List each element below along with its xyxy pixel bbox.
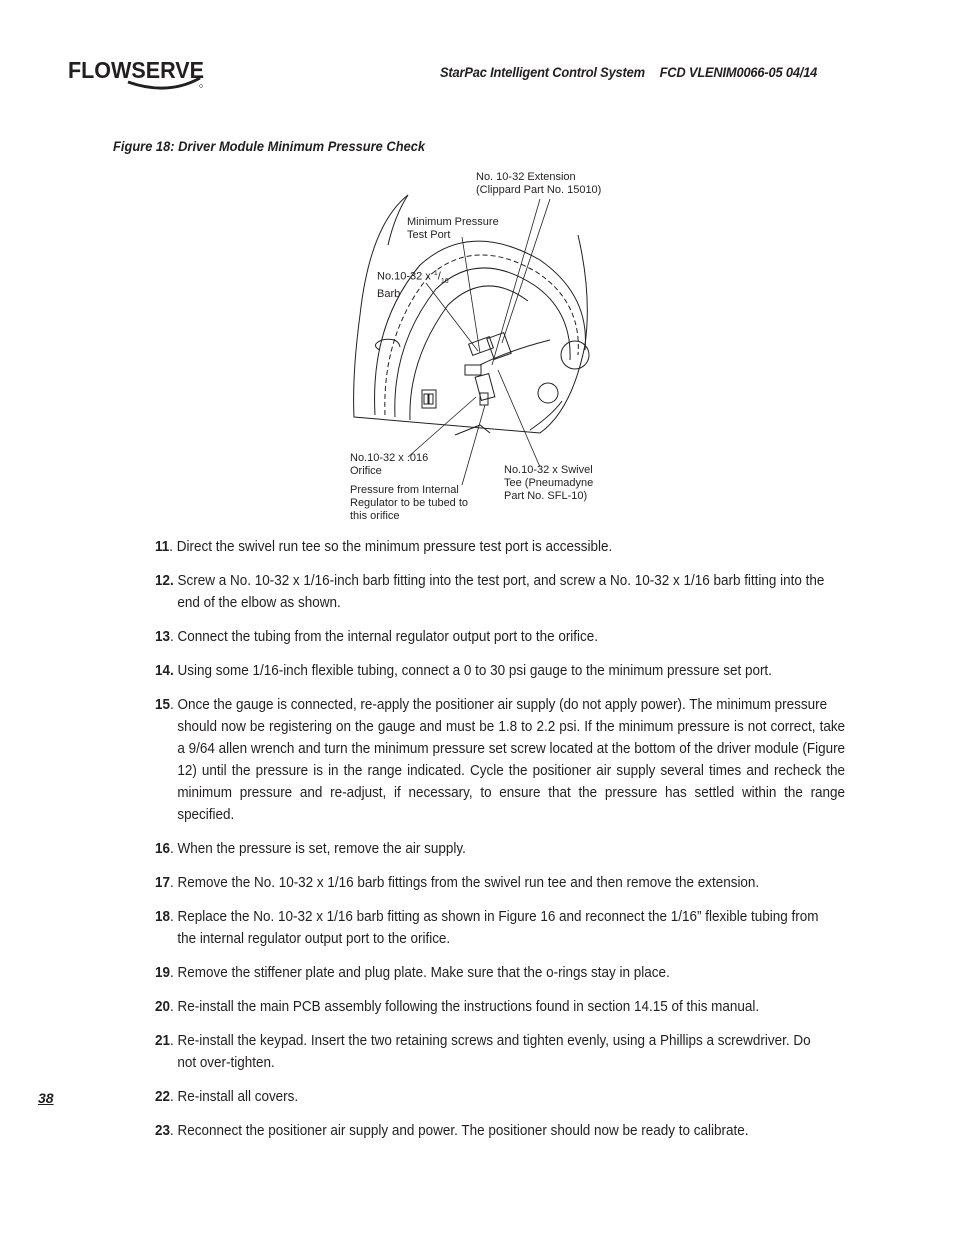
step-number: 18 <box>155 909 171 925</box>
step-number: 20 <box>155 999 171 1015</box>
step-number: 23 <box>155 1123 171 1139</box>
step-text: Re-install all covers. <box>177 1089 299 1105</box>
step-item <box>155 962 845 984</box>
step-text: end of the elbow as shown. <box>177 595 341 611</box>
step-separator: . <box>170 1033 178 1049</box>
label-test-port: Minimum Pressure Test Port <box>407 216 499 241</box>
step-separator: . <box>170 697 178 713</box>
step-number: 11 <box>155 539 170 555</box>
step-text: Screw a No. 10-32 x 1/16-inch barb fitting into the test port, and screw a No. 10-32 x 1/16 barb fitting into the <box>177 573 825 589</box>
step-separator: . <box>170 999 178 1015</box>
step-item <box>155 626 845 648</box>
step-text: Using some 1/16-inch flexible tubing, connect a 0 to 30 psi gauge to the minimum pressure set port. <box>177 663 772 679</box>
step-text: Re-install the main PCB assembly following the instructions found in section 14.15 of this manual. <box>177 999 760 1015</box>
step-number: 16 <box>155 841 171 857</box>
step-item <box>155 1120 845 1142</box>
label-barb: No.10-32 x $^1/_{16}$ Barb <box>377 270 449 300</box>
page-number: 38 <box>38 1090 54 1106</box>
step-separator: . <box>170 629 178 645</box>
figure-caption: Figure 18: Driver Module Minimum Pressure Check <box>113 138 426 154</box>
driver-module-figure <box>340 165 630 530</box>
flowserve-logo <box>68 48 208 96</box>
step-separator: . <box>170 1123 178 1139</box>
step-item <box>155 996 845 1018</box>
step-number: 19 <box>155 965 171 981</box>
step-text: Once the gauge is connected, re-apply the positioner air supply (do not apply power). The minimum pressure <box>177 697 828 713</box>
step-text: Remove the stiffener plate and plug plate. Make sure that the o-rings stay in place. <box>177 965 670 981</box>
label-swivel-tee: No.10-32 x Swivel Tee (Pneumadyne Part No. SFL-10) <box>504 464 594 502</box>
step-item <box>155 1086 845 1108</box>
step-item <box>155 872 845 894</box>
step-number: 13 <box>155 629 171 645</box>
header-doc-code: FCD VLENIM0066-05 04/14 <box>659 64 818 80</box>
step-item <box>155 1030 845 1074</box>
step-number: 21 <box>155 1033 171 1049</box>
step-item <box>155 694 845 826</box>
label-extension: No. 10-32 Extension (Clippard Part No. 15010) <box>476 171 602 196</box>
step-text: When the pressure is set, remove the air supply. <box>177 841 466 857</box>
step-separator: . <box>170 965 178 981</box>
step-separator: . <box>170 875 178 891</box>
header-product: StarPac Intelligent Control System <box>440 64 645 80</box>
step-text: should now be registering on the gauge and must be 1.8 to 2.2 psi. If the minimum pressure is not correct, take a 9/64 allen wrench and turn the minimum pressure set screw located at the bottom of the driver module (Figure 12) until the pressure is in the range indicated. Cycle the positioner air supply several times and recheck the minimum pressure and re-adjust, if necessary, to ensure that the pressure has settled within the range specified. <box>177 719 846 823</box>
step-text: Connect the tubing from the internal regulator output port to the orifice. <box>177 629 599 645</box>
step-text: the internal regulator output port to the orifice. <box>177 931 451 947</box>
step-number: 22 <box>155 1089 171 1105</box>
step-item <box>155 660 845 682</box>
step-item <box>155 570 845 614</box>
step-number: 15 <box>155 697 171 713</box>
step-separator: . <box>170 1089 178 1105</box>
step-text: Replace the No. 10-32 x 1/16 barb fitting as shown in Figure 16 and reconnect the 1/16” flexible tubing from <box>177 909 819 925</box>
step-text: Remove the No. 10-32 x 1/16 barb fittings from the swivel run tee and then remove the extension. <box>177 875 760 891</box>
procedure-steps <box>155 536 845 1154</box>
step-number: 17 <box>155 875 171 891</box>
label-pressure-source: Pressure from Internal Regulator to be tubed to this orifice <box>350 484 469 522</box>
step-text: Direct the swivel run tee so the minimum pressure test port is accessible. <box>176 539 613 555</box>
step-text: Reconnect the positioner air supply and power. The positioner should now be ready to calibrate. <box>177 1123 749 1139</box>
step-item <box>155 838 845 860</box>
running-header <box>440 64 817 80</box>
step-text: Re-install the keypad. Insert the two retaining screws and tighten evenly, using a Phillips a screwdriver. Do <box>177 1033 811 1049</box>
step-separator: . <box>170 841 178 857</box>
step-text: not over-tighten. <box>177 1055 275 1071</box>
logo-text: FLOWSERVE <box>68 57 204 83</box>
label-orifice: No.10-32 x .016 Orifice <box>350 452 429 477</box>
step-separator: . <box>169 539 177 555</box>
step-separator: . <box>170 909 178 925</box>
step-item <box>155 906 845 950</box>
step-number: 12. <box>155 573 174 589</box>
step-item <box>155 536 845 558</box>
step-number: 14. <box>155 663 174 679</box>
